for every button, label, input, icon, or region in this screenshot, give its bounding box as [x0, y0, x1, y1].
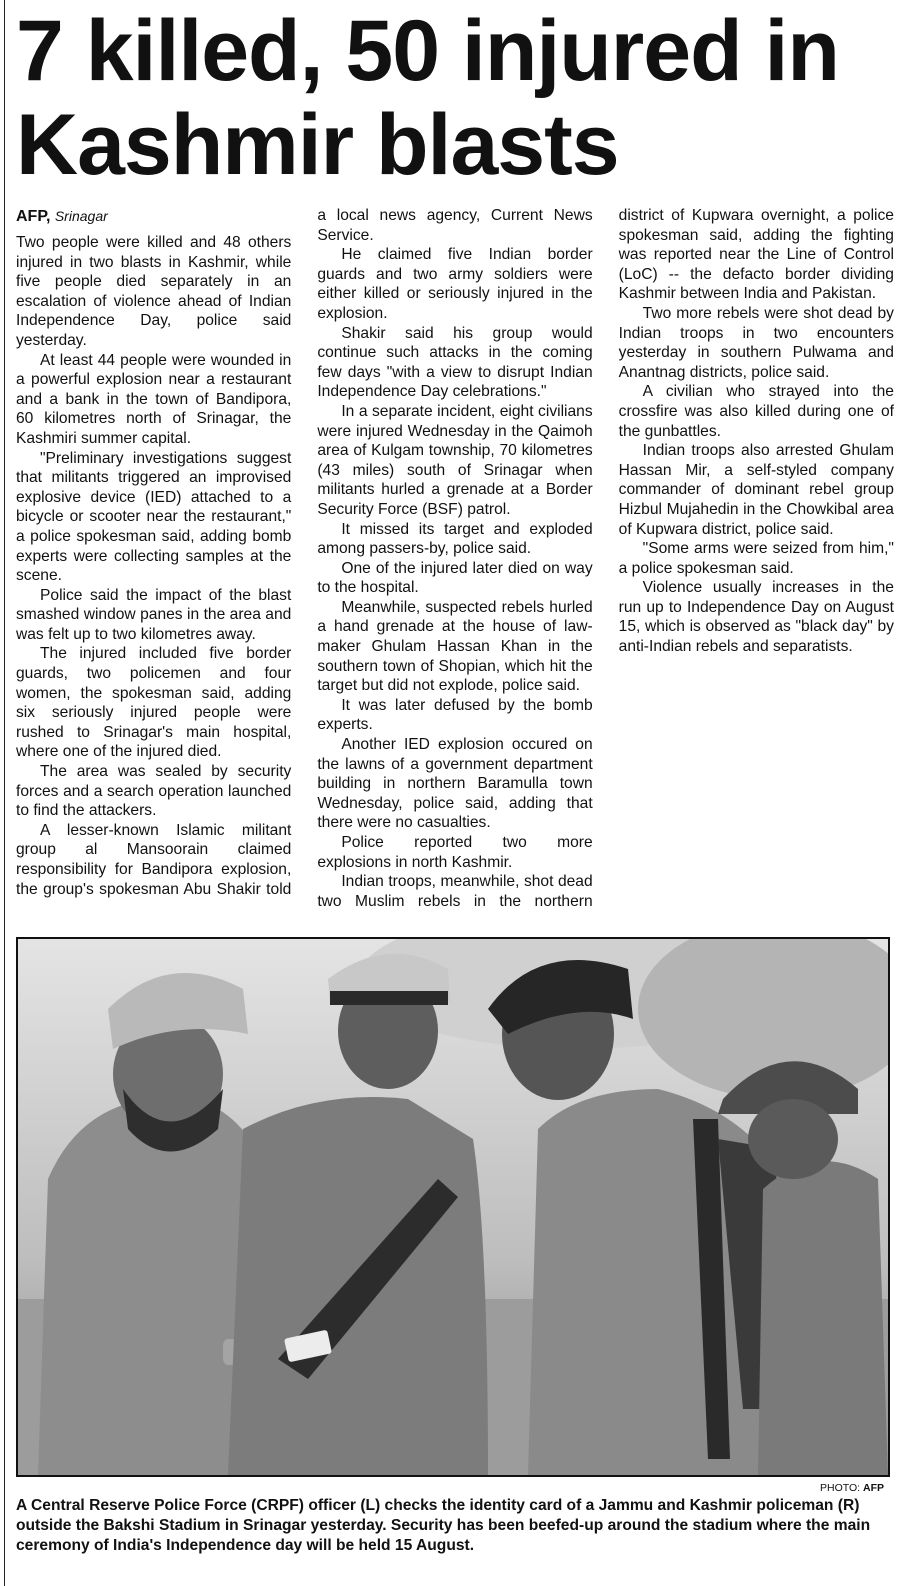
- photo-credit-source: AFP: [863, 1482, 884, 1494]
- photo-credit-label: PHOTO:: [820, 1482, 861, 1494]
- paragraph: One of the injured later died on way to the hospital.: [317, 559, 593, 597]
- byline-place: Srinagar: [54, 208, 108, 224]
- news-photo-illustration: [18, 939, 888, 1475]
- news-photo: [16, 937, 890, 1477]
- paragraph: The area was sealed by security forces and a search operation launched to find the attackers.: [16, 763, 292, 820]
- left-column-rule: [4, 0, 5, 1586]
- paragraph: In a separate incident, eight civilians were injured Wednesday in the Qaimoh area of Kulgam township, 70 kilometres (43 miles) south of Srinagar when militants hurled a grenade at a Border Security Force (BSF) patrol.: [317, 402, 593, 518]
- paragraph: Two people were killed and 48 others injured in two blasts in Kashmir, while five people died separately in an escalation of violence ahead of Indian Independence Day, police said yesterday.: [16, 234, 292, 349]
- photo-caption: A Central Reserve Police Force (CRPF) officer (L) checks the identity card of a Jammu and Kashmir policeman (R) outside the Bakshi Stadium in Srinagar yesterday. Security has been beefed-up around the stadium where the main ceremony of India's Independence day will be held 15 August.: [16, 1497, 871, 1554]
- paragraph: "Some arms were seized from him," a police spokesman said.: [618, 540, 894, 577]
- paragraph: It missed its target and exploded among passers-by, police said.: [317, 520, 593, 558]
- paragraph: Another IED explosion occured on the lawns of a government department building in northern Baramulla town Wednesday, police said, adding that there were no casualties.: [317, 736, 593, 832]
- paragraph: A civilian who strayed into the crossfire was also killed during one of the gunbattles.: [618, 383, 894, 440]
- paragraph: Violence usually increases in the run up to Independence Day on August 15, which is observed as "black day" by anti-Indian rebels and separatists.: [618, 579, 894, 656]
- paragraph: Shakir said his group would continue such attacks in the coming few days "with a view to disrupt Indian Independence Day celebrations.": [317, 324, 593, 401]
- paragraph: Two more rebels were shot dead by Indian troops in two encounters yesterday in southern Pulwama and Anantnag districts, police said.: [618, 304, 894, 381]
- paragraph: He claimed five Indian border guards and two army soldiers were either killed or seriously injured in the explosion.: [317, 246, 593, 322]
- article-body: [16, 206, 894, 922]
- paragraph: At least 44 people were wounded in a powerful explosion near a restaurant and a bank in the town of Bandipora, 60 kilometres north of Srinagar, the Kashmiri summer capital.: [16, 351, 292, 447]
- paragraph: "Preliminary investigations suggest that militants triggered an improvised explosive device (IED) attached to a bicycle or scooter near the restaurant," a police spokesman said, adding bomb experts were collecting samples at the scene.: [16, 449, 292, 585]
- paragraph: It was later defused by the bomb experts.: [317, 696, 593, 734]
- photo-credit: [820, 1481, 884, 1495]
- byline-agency: AFP,: [16, 208, 51, 225]
- paragraph: Indian troops also arrested Ghulam Hassan Mir, a self-styled company commander of dominant rebel group Hizbul Mujahedin in the Chowkibal area of Kupwara district, police said.: [618, 442, 894, 538]
- paragraph: A lesser-known Islamic militant group al Mansoorain claimed responsibility for Bandipora explosion, the group's spokesman Abu Shakir told a local news agency, Current News Service.: [16, 207, 593, 898]
- paragraph: Police reported two more explosions in north Kashmir.: [317, 834, 593, 871]
- paragraph: Indian troops, meanwhile, shot dead two Muslim rebels in the northern district of Kupwara overnight, a police spokesman said, adding the fighting was reported near the Line of Control (LoC) -- the defacto border dividing Kashmir between India and Pakistan.: [317, 207, 894, 910]
- headline: 7 killed, 50 injured in Kashmir blasts: [16, 3, 839, 193]
- paragraph: The injured included five border guards, two policemen and four women, the spokesman said, adding six seriously injured people were rushed to Srinagar's main hospital, where one of the injured died.: [16, 645, 292, 761]
- byline: [16, 206, 291, 227]
- paragraph: Police said the impact of the blast smashed window panes in the area and was felt up to two kilometres away.: [16, 586, 292, 643]
- paragraph: Meanwhile, suspected rebels hurled a hand grenade at the house of law-maker Ghulam Hassan Khan in the southern town of Shopian, which hit the target but did not explode, police said.: [317, 598, 593, 695]
